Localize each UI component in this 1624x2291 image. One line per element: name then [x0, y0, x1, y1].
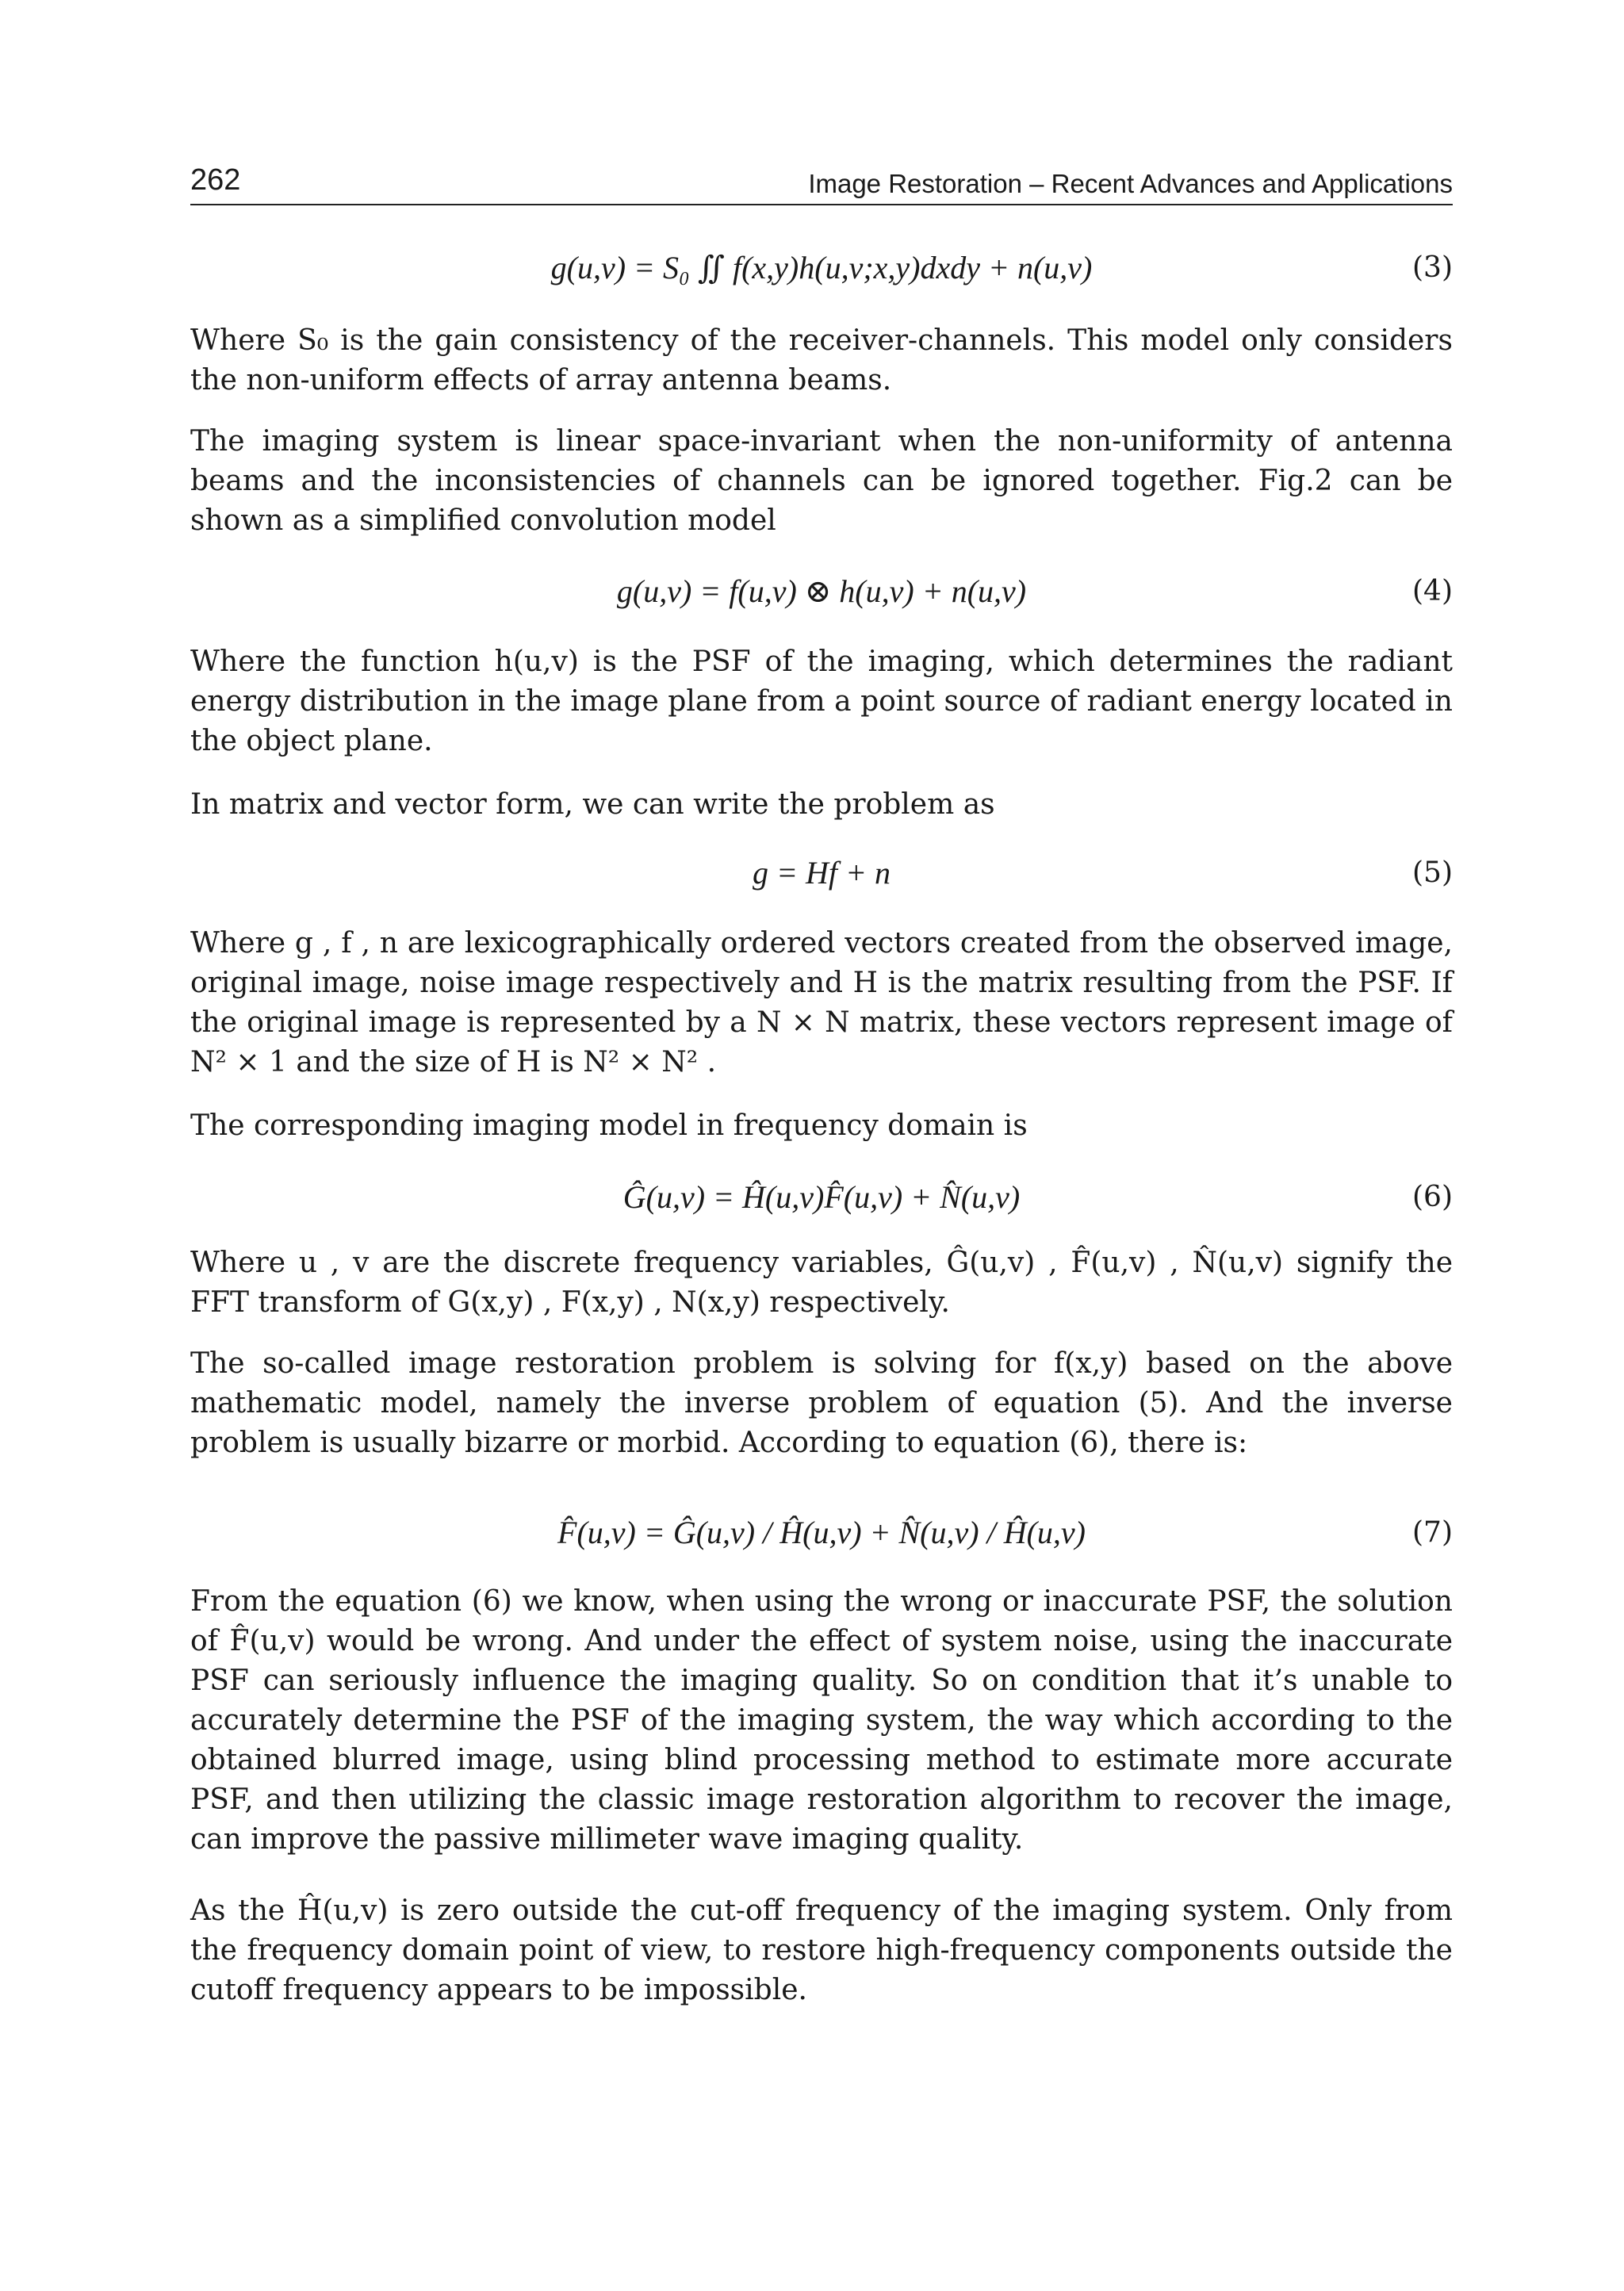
equation-6-body: Ĝ(u,v) = Ĥ(u,v)F̂(u,v) + N̂(u,v)	[622, 1179, 1021, 1215]
equation-5-number: (5)	[1412, 856, 1453, 889]
equation-3-body: g(u,v) = S₀ ∬ f(x,y)h(u,v;x,y)dxdy + n(u,v)	[550, 250, 1093, 285]
equation-4-number: (4)	[1412, 575, 1453, 607]
equation-7	[190, 1511, 1453, 1558]
paragraph-restoration-problem: The so-called image restoration problem is solving for f(x,y) based on the above mathematic model, namely the inverse problem of equation (5). And the inverse problem is usually bizarre or morbid. According to equation (6), there is:	[190, 1347, 1453, 1459]
equation-6	[190, 1175, 1453, 1223]
equation-5-body: g = Hf + n	[753, 855, 891, 891]
equation-7-number: (7)	[1412, 1516, 1453, 1549]
equation-4	[190, 569, 1453, 617]
page-header	[190, 163, 1453, 205]
paragraph-cutoff: As the Ĥ(u,v) is zero outside the cut-off frequency of the imaging system. Only from the frequency domain point of view, to restore high-frequency components outside the cutoff frequency appears to be impossible.	[190, 1894, 1453, 2006]
paragraph-linear-system: The imaging system is linear space-invariant when the non-uniformity of antenna beams and the inconsistencies of channels can be ignored together. Fig.2 can be shown as a simplified convolution model	[190, 425, 1453, 537]
equation-4-body: g(u,v) = f(u,v) ⊗ h(u,v) + n(u,v)	[616, 573, 1027, 609]
paragraph-psf: Where the function h(u,v) is the PSF of the imaging, which determines the radiant energy distribution in the image plane from a point source of radiant energy located in the object plane.	[190, 646, 1453, 757]
equation-7-body: F̂(u,v) = Ĝ(u,v) / Ĥ(u,v) + N̂(u,v) / Ĥ(u,v)	[557, 1515, 1086, 1550]
paragraph-inaccurate-psf: From the equation (6) we know, when using the wrong or inaccurate PSF, the solution of F̂(u,v) would be wrong. And under the effect of system noise, using the inaccurate PSF can seriously influence the imaging quality. So on condition that it’s unable to accurately determine the PSF of the imaging system, the way which according to the obtained blurred image, using blind processing method to estimate more accurate PSF, and then utilizing the classic image restoration algorithm to recover the image, can improve the passive millimeter wave imaging quality.	[190, 1585, 1453, 1856]
equation-5	[190, 851, 1453, 898]
equation-3	[190, 246, 1453, 293]
running-title: Image Restoration – Recent Advances and Applications	[808, 169, 1453, 198]
equation-6-number: (6)	[1412, 1181, 1453, 1213]
paragraph-frequency-variables: Where u , v are the discrete frequency variables, Ĝ(u,v) , F̂(u,v) , N̂(u,v) signify the FFT transform of G(x,y) , F(x,y) , N(x,y) respectively.	[190, 1247, 1453, 1319]
paragraph-matrix-form: In matrix and vector form, we can write the problem as	[190, 788, 995, 821]
paragraph-vectors: Where g , f , n are lexicographically ordered vectors created from the observed image, original image, noise image respectively and H is the matrix resulting from the PSF. If the original image is represented by a N × N matrix, these vectors represent image of N² × 1 and the size of H is N² × N² .	[190, 927, 1453, 1078]
paragraph-frequency-intro: The corresponding imaging model in frequency domain is	[190, 1109, 1028, 1142]
paragraph-gain: Where S₀ is the gain consistency of the receiver-channels. This model only considers the non-uniform effects of array antenna beams.	[190, 324, 1453, 397]
page-number: 262	[190, 163, 241, 197]
equation-3-number: (3)	[1412, 251, 1453, 284]
